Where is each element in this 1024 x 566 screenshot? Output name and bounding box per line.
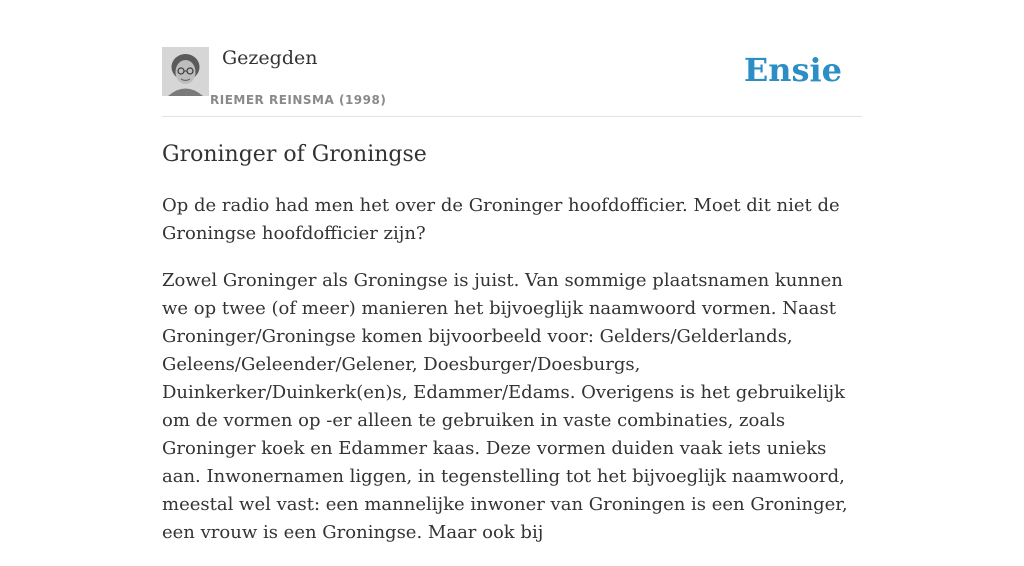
blog-title[interactable]: Gezegden: [222, 47, 318, 69]
author-byline: RIEMER REINSMA (1998): [210, 93, 387, 107]
header: [162, 46, 862, 117]
author-portrait-icon: [162, 47, 209, 96]
brand-logo[interactable]: Ensie: [743, 51, 842, 89]
article-body: [162, 192, 862, 566]
article-paragraph: Op de radio had men het over de Groninger hoofdofficier. Moet dit niet de Groningse hoofdofficier zijn?: [162, 195, 840, 244]
article-title: Groninger of Groningse: [162, 142, 427, 167]
article-paragraph: Zowel Groninger als Groningse is juist. Van sommige plaatsnamen kunnen we op twee (of meer) manieren het bijvoeglijk naamwoord vormen. Naast Groninger/Groningse komen bijvoorbeeld voor: Gelders/Gelderlands, Geleens/Geleender/Gelener, Doesburger/Doesburgs, Duinkerker/Duinkerk(en)s, Edammer/Edams. Overigens is het gebruikelijk om de vormen op -er alleen te gebruiken in vaste combinaties, zoals Groninger koek en Edammer kaas. Deze vormen duiden vaak iets unieks aan. Inwonernamen liggen, in tegenstelling tot het bijvoeglijk naamwoord, meestal wel vast: een mannelijke inwoner van Groningen is een Groninger, een vrouw is een Groningse. Maar ook bij: [162, 270, 848, 543]
author-avatar[interactable]: [162, 47, 209, 96]
